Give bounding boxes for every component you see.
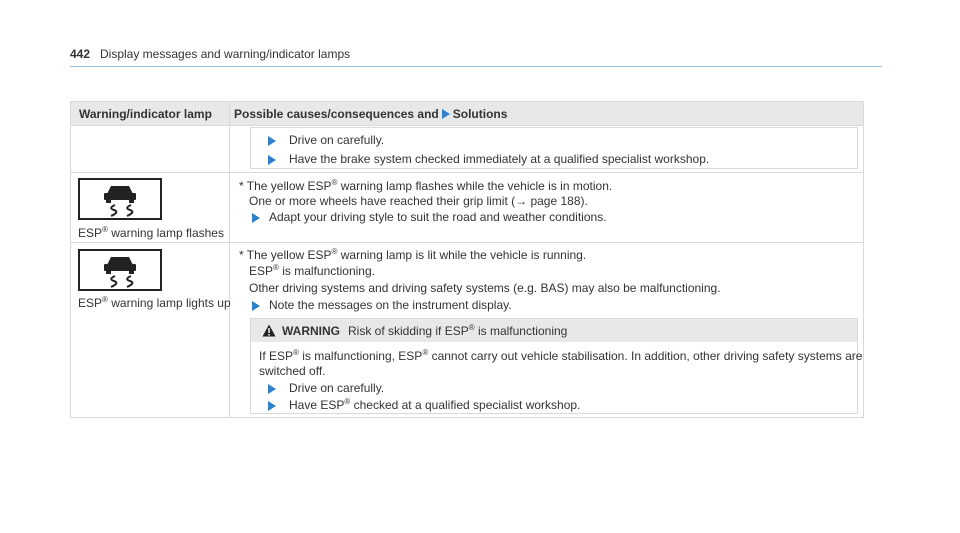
column-divider — [229, 102, 230, 417]
page-number: 442 — [70, 47, 91, 61]
row2-line-3: Other driving systems and driving safety systems (e.g. BAS) may also be malfunctioning. — [249, 281, 721, 295]
row-divider — [71, 125, 863, 126]
warning-step-1: Drive on carefully. — [289, 381, 385, 395]
col-header-causes — [234, 107, 507, 121]
row2-line-2: ESP® is malfunctioning. — [249, 263, 375, 278]
row1-line-2: One or more wheels have reached their grip limit (→ page 188). — [249, 194, 588, 208]
col-header-solutions-text: Solutions — [452, 107, 508, 121]
row0-step-2: Have the brake system checked immediately at a qualified specialist workshop. — [289, 152, 710, 166]
warning-body-line-2: switched off. — [259, 364, 326, 378]
warning-body-line-1: If ESP® is malfunctioning, ESP® cannot carry out vehicle stabilisation. In addition, other driving safety systems are — [259, 348, 863, 363]
step-arrow-icon — [268, 136, 276, 146]
page-title: Display messages and warning/indicator lamps — [100, 47, 351, 61]
col-header-lamp: Warning/indicator lamp — [79, 107, 212, 121]
esp-skid-car-icon — [78, 249, 162, 291]
row-divider — [71, 172, 863, 173]
warning-step-2: Have ESP® checked at a qualified specialist workshop. — [289, 397, 581, 412]
solution-arrow-icon — [442, 109, 450, 119]
esp-skid-car-icon — [78, 178, 162, 220]
row1-lamp-label: ESP® warning lamp flashes — [78, 225, 224, 240]
row2-lamp-label: ESP® warning lamp lights up — [78, 295, 231, 310]
step-arrow-icon — [268, 401, 276, 411]
step-arrow-icon — [268, 384, 276, 394]
row2-step: Note the messages on the instrument display. — [269, 298, 512, 312]
table-header — [71, 102, 863, 125]
warning-box — [250, 318, 863, 414]
row0-step-1: Drive on carefully. — [289, 133, 385, 147]
row2-line-1: * The yellow ESP® warning lamp is lit while the vehicle is running. — [239, 247, 587, 262]
row0-steps-box — [250, 127, 858, 169]
warning-title: Risk of skidding if ESP® is malfunctioning — [348, 323, 568, 338]
warning-header — [251, 319, 857, 342]
step-arrow-icon — [252, 301, 260, 311]
page-header — [70, 47, 882, 67]
warning-triangle-icon — [262, 324, 276, 337]
warning-lamp-table — [70, 101, 864, 418]
col-header-causes-text: Possible causes/consequences and — [234, 107, 439, 121]
row-divider — [71, 242, 863, 243]
warning-label: WARNING — [282, 324, 340, 338]
step-arrow-icon — [252, 213, 260, 223]
row1-line-1: * The yellow ESP® warning lamp flashes while the vehicle is in motion. — [239, 178, 613, 193]
row1-step: Adapt your driving style to suit the road and weather conditions. — [269, 210, 607, 224]
step-arrow-icon — [268, 155, 276, 165]
